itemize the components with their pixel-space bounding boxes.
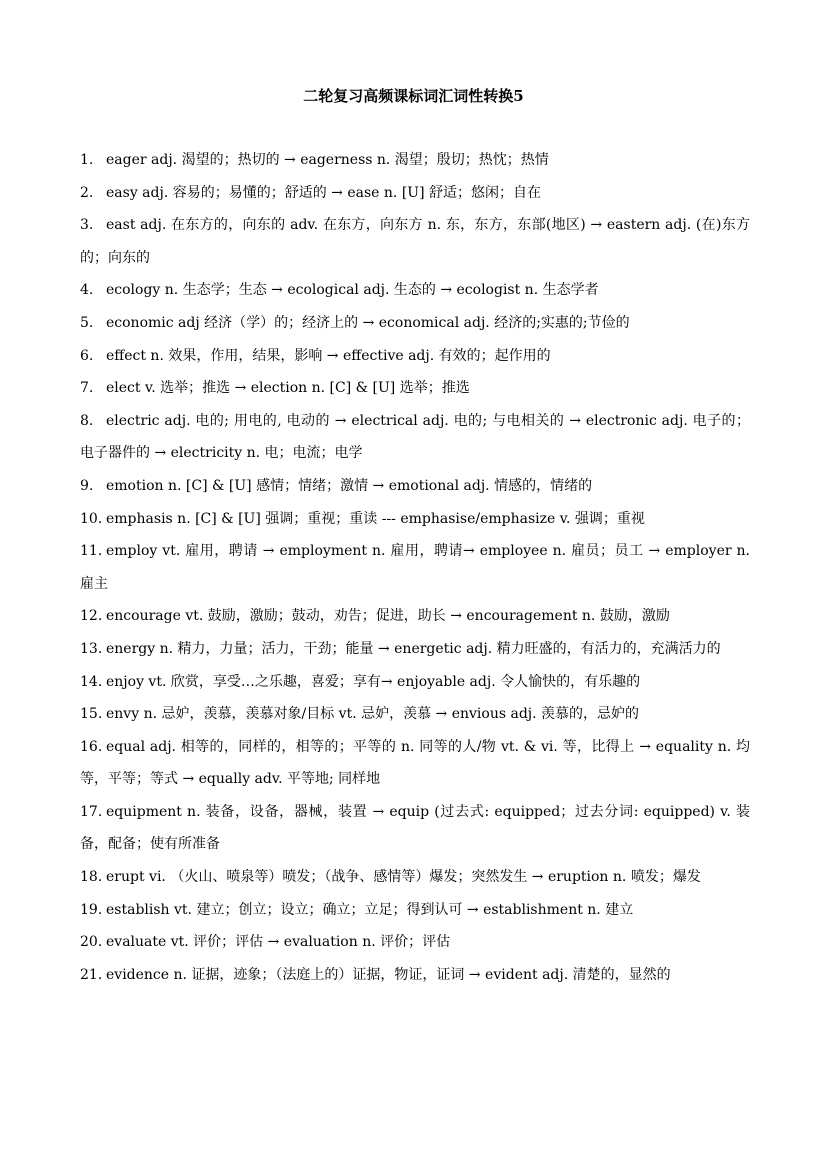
vocabulary-entry [80,307,750,340]
vocabulary-entry [80,340,750,373]
entry-number: 8. [80,412,94,429]
vocabulary-entry [80,600,750,633]
vocabulary-entry [80,894,750,927]
entry-number: 2. [80,184,94,201]
entry-text: eager adj. 渴望的；热切的 → eagerness n. 渴望；殷切；热忱；热情 [106,152,549,168]
entry-text: enjoy vt. 欣赏，享受…之乐趣，喜爱；享有→ enjoyable adj. 令人愉快的，有乐趣的 [106,673,641,690]
entry-text: emotion n. [C] & [U] 感情；情绪；激情 → emotional adj. 情感的，情绪的 [106,477,593,494]
entry-text: electric adj. 电的; 用电的, 电动的 → electrical adj. 电的; 与电相关的 → electronic adj. 电子的；电子器件的 → electricity n. 电；电流；电学 [80,412,750,462]
entry-number: 11. [80,543,103,560]
vocabulary-entry [80,535,750,600]
entry-text: easy adj. 容易的；易懂的；舒适的 → ease n. [U] 舒适；悠闲；自在 [106,184,541,201]
entry-text: emphasis n. [C] & [U] 强调；重视；重读 --- emphasise/emphasize v. 强调；重视 [106,510,645,527]
entry-number: 18. [80,869,103,886]
vocabulary-entry [80,470,750,503]
entry-number: 19. [80,901,103,918]
entry-text: elect v. 选举；推选 → election n. [C] & [U] 选举；推选 [106,380,470,397]
vocabulary-entry [80,959,750,992]
vocabulary-entry [80,633,750,666]
vocabulary-entry [80,144,750,177]
entry-number: 7. [80,380,94,397]
entry-text: erupt vi. （火山、喷泉等）喷发；（战争、感情等）爆发；突然发生 → eruption n. 喷发；爆发 [106,869,701,886]
entry-text: equal adj. 相等的，同样的，相等的；平等的 n. 同等的人/物 vt. & vi. 等，比得上 → equality n. 均等，平等；等式 → equally adv. 平等地; 同样地 [80,738,750,788]
entry-text: envy n. 忌妒，羡慕，羡慕对象/目标 vt. 忌妒，羡慕 → envious adj. 羡慕的，忌妒的 [106,706,640,723]
entry-text: ecology n. 生态学；生态 → ecological adj. 生态的 → ecologist n. 生态学者 [106,282,599,299]
vocabulary-entry [80,503,750,536]
vocabulary-entry [80,372,750,405]
entry-number: 4. [80,282,94,299]
entry-number: 12. [80,608,103,625]
entry-number: 16. [80,738,103,755]
entry-number: 10. [80,510,103,527]
entry-text: energy n. 精力，力量；活力，干劲；能量 → energetic adj. 精力旺盛的，有活力的，充满活力的 [106,640,721,657]
vocabulary-entry [80,731,750,796]
entry-text: evaluate vt. 评价；评估 → evaluation n. 评价；评估 [106,934,451,951]
entry-text: encourage vt. 鼓励，激励；鼓动，劝告；促进，助长 → encouragement n. 鼓励，激励 [106,608,670,625]
vocabulary-entry [80,405,750,470]
vocabulary-entry [80,861,750,894]
vocabulary-entry [80,926,750,959]
entry-number: 14. [80,673,103,690]
entry-text: employ vt. 雇用，聘请 → employment n. 雇用，聘请→ employee n. 雇员；员工 → employer n. 雇主 [80,543,750,592]
entry-text: effect n. 效果，作用，结果，影响 → effective adj. 有效的；起作用的 [106,347,551,364]
entry-number: 3. [80,217,94,234]
vocabulary-list [80,144,750,991]
vocabulary-entry [80,666,750,699]
entry-number: 1. [80,152,94,168]
entry-text: evidence n. 证据，迹象；（法庭上的）证据，物证，证词 → evident adj. 清楚的，显然的 [106,966,671,983]
vocabulary-entry [80,209,750,274]
entry-number: 13. [80,640,103,657]
vocabulary-entry [80,177,750,210]
vocabulary-entry [80,274,750,307]
entry-number: 15. [80,706,103,723]
entry-number: 20. [80,934,103,951]
vocabulary-entry [80,796,750,861]
entry-number: 9. [80,477,94,494]
document-title: 二轮复习高频课标词汇词性转换5 [303,87,524,105]
entry-text: economic adj 经济（学）的；经济上的 → economical adj. 经济的;实惠的;节俭的 [106,314,630,331]
entry-number: 5. [80,314,94,331]
entry-number: 21. [80,966,103,983]
entry-text: equipment n. 装备，设备，器械，装置 → equip (过去式: equipped；过去分词: equipped) v. 装备，配备；使有所准备 [80,803,750,853]
entry-number: 6. [80,347,94,364]
entry-number: 17. [80,803,103,820]
entry-text: east adj. 在东方的，向东的 adv. 在东方，向东方 n. 东，东方，东部(地区) → eastern adj. (在)东方的；向东的 [80,217,750,266]
entry-text: establish vt. 建立；创立；设立；确立；立足；得到认可 → establishment n. 建立 [106,901,634,918]
vocabulary-entry [80,698,750,731]
